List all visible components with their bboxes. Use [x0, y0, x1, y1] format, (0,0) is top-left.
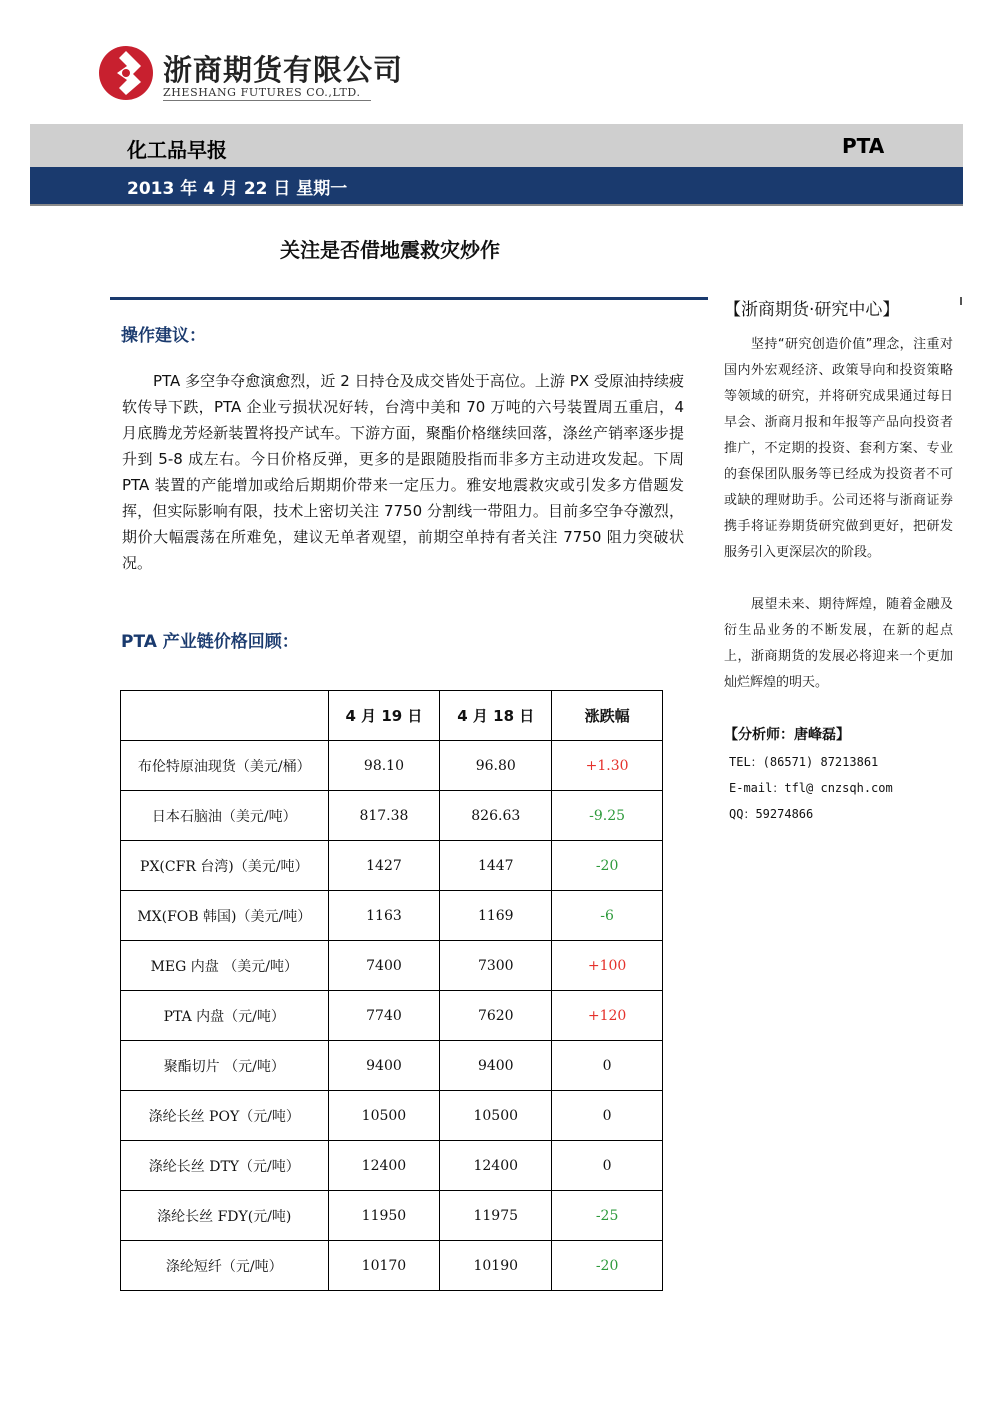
- price-table-header: [121, 691, 663, 741]
- table-row: [121, 891, 663, 941]
- row-name-cell: 布伦特原油现货（美元/桶）: [121, 741, 329, 791]
- table-row: [121, 741, 663, 791]
- report-type: 化工品早报: [127, 138, 227, 162]
- header-blank: [121, 691, 329, 741]
- change-value-cell: +1.30: [552, 741, 663, 791]
- analyst-name: 【分析师：唐峰磊】: [724, 727, 850, 743]
- price-table: [120, 690, 663, 1291]
- apr18-value-cell: 11975: [440, 1191, 552, 1241]
- change-value-cell: 0: [552, 1091, 663, 1141]
- table-row: [121, 1041, 663, 1091]
- apr19-value-cell: 817.38: [328, 791, 440, 841]
- apr18-value-cell: 1169: [440, 891, 552, 941]
- logo-divider: [163, 100, 371, 101]
- apr19-value-cell: 98.10: [328, 741, 440, 791]
- apr19-value-cell: 9400: [328, 1041, 440, 1091]
- apr19-value-cell: 10500: [328, 1091, 440, 1141]
- row-name-cell: 涤纶长丝 DTY（元/吨）: [121, 1141, 329, 1191]
- apr18-value-cell: 10500: [440, 1091, 552, 1141]
- header-change: 涨跌幅: [552, 691, 663, 741]
- change-value-cell: 0: [552, 1141, 663, 1191]
- change-value-cell: -20: [552, 841, 663, 891]
- apr19-value-cell: 11950: [328, 1191, 440, 1241]
- analyst-email: E-mail：tfl@ cnzsqh.com: [729, 781, 893, 795]
- apr19-value-cell: 1163: [328, 891, 440, 941]
- table-row: [121, 841, 663, 891]
- apr18-value-cell: 10190: [440, 1241, 552, 1291]
- headline: 关注是否借地震救灾炒作: [280, 238, 500, 262]
- change-value-cell: +100: [552, 941, 663, 991]
- apr18-value-cell: 9400: [440, 1041, 552, 1091]
- apr19-value-cell: 7740: [328, 991, 440, 1041]
- row-name-cell: MEG 内盘 （美元/吨）: [121, 941, 329, 991]
- apr18-value-cell: 12400: [440, 1141, 552, 1191]
- sidebar-tick: [960, 297, 962, 305]
- row-name-cell: 聚酯切片 （元/吨）: [121, 1041, 329, 1091]
- table-row: [121, 991, 663, 1041]
- table-row: [121, 791, 663, 841]
- change-value-cell: 0: [552, 1041, 663, 1091]
- table-row: [121, 1191, 663, 1241]
- report-date: 2013 年 4 月 22 日 星期一: [127, 179, 348, 199]
- apr18-value-cell: 96.80: [440, 741, 552, 791]
- analyst-tel: TEL：(86571) 87213861: [729, 755, 879, 769]
- table-row: [121, 941, 663, 991]
- row-name-cell: PTA 内盘（元/吨）: [121, 991, 329, 1041]
- change-value-cell: -6: [552, 891, 663, 941]
- row-name-cell: 日本石脑油（美元/吨）: [121, 791, 329, 841]
- apr18-value-cell: 7620: [440, 991, 552, 1041]
- company-name-en: ZHESHANG FUTURES CO.,LTD.: [163, 86, 361, 99]
- price-review-title: PTA 产业链价格回顾：: [121, 632, 299, 652]
- advice-title: 操作建议：: [121, 326, 206, 346]
- report-title-band: [30, 124, 963, 167]
- apr19-value-cell: 1427: [328, 841, 440, 891]
- sidebar-outlook: 展望未来、期待辉煌，随着金融及衍生品业务的不断发展，在新的起点上，浙商期货的发展必将迎来一个更加灿烂辉煌的明天。: [724, 597, 953, 690]
- analyst-qq: QQ：59274866: [729, 807, 814, 821]
- zheshang-logo-icon: [97, 44, 155, 102]
- header-apr19: 4 月 19 日: [328, 691, 440, 741]
- change-value-cell: -25: [552, 1191, 663, 1241]
- company-name-cn: 浙商期货有限公司: [163, 53, 404, 87]
- change-value-cell: -20: [552, 1241, 663, 1291]
- row-name-cell: 涤纶长丝 FDY(元/吨): [121, 1191, 329, 1241]
- table-row: [121, 1241, 663, 1291]
- row-name-cell: PX(CFR 台湾)（美元/吨）: [121, 841, 329, 891]
- headline-divider: [110, 297, 708, 300]
- apr19-value-cell: 10170: [328, 1241, 440, 1291]
- row-name-cell: MX(FOB 韩国)（美元/吨）: [121, 891, 329, 941]
- apr19-value-cell: 7400: [328, 941, 440, 991]
- row-name-cell: 涤纶短纤（元/吨）: [121, 1241, 329, 1291]
- product-code: PTA: [842, 134, 885, 158]
- sidebar-header: 【浙商期货·研究中心】: [724, 300, 900, 320]
- apr19-value-cell: 12400: [328, 1141, 440, 1191]
- change-value-cell: -9.25: [552, 791, 663, 841]
- apr18-value-cell: 1447: [440, 841, 552, 891]
- row-name-cell: 涤纶长丝 POY（元/吨）: [121, 1091, 329, 1141]
- report-date-band: [30, 167, 963, 206]
- sidebar-intro: 坚持“研究创造价值”理念，注重对国内外宏观经济、政策导向和投资策略等领域的研究，并将研究成果通过每日早会、浙商月报和年报等产品向投资者推广，不定期的投资、套利方案、专业的套保团队服务等已经成为投资者不可或缺的理财助手。公司还将与浙商证券携手将证券期货研究做到更好，把研发服务引入更深层次的阶段。: [724, 337, 953, 560]
- header-apr18: 4 月 18 日: [440, 691, 552, 741]
- table-row: [121, 1091, 663, 1141]
- apr18-value-cell: 826.63: [440, 791, 552, 841]
- advice-body: PTA 多空争夺愈演愈烈，近 2 日持仓及成交皆处于高位。上游 PX 受原油持续疲软传导下跌，PTA 企业亏损状况好转，台湾中美和 70 万吨的六号装置周五重启，4 月底腾龙芳烃新装置将投产试车。下游方面，聚酯价格继续回落，涤丝产销率逐步提升到 5-8 成左右。今日价格反弹，更多的是跟随股指而非多方主动进攻发起。下周 PTA 装置的产能增加或给后期期价带来一定压力。雅安地震救灾或引发多方借题发挥，但实际影响有限，技术上密切关注 7750 分割线一带阻力。目前多空争夺激烈，期价大幅震荡在所难免，建议无单者观望，前期空单持有者关注 7750 阻力突破状况。: [122, 372, 684, 572]
- change-value-cell: +120: [552, 991, 663, 1041]
- table-row: [121, 1141, 663, 1191]
- apr18-value-cell: 7300: [440, 941, 552, 991]
